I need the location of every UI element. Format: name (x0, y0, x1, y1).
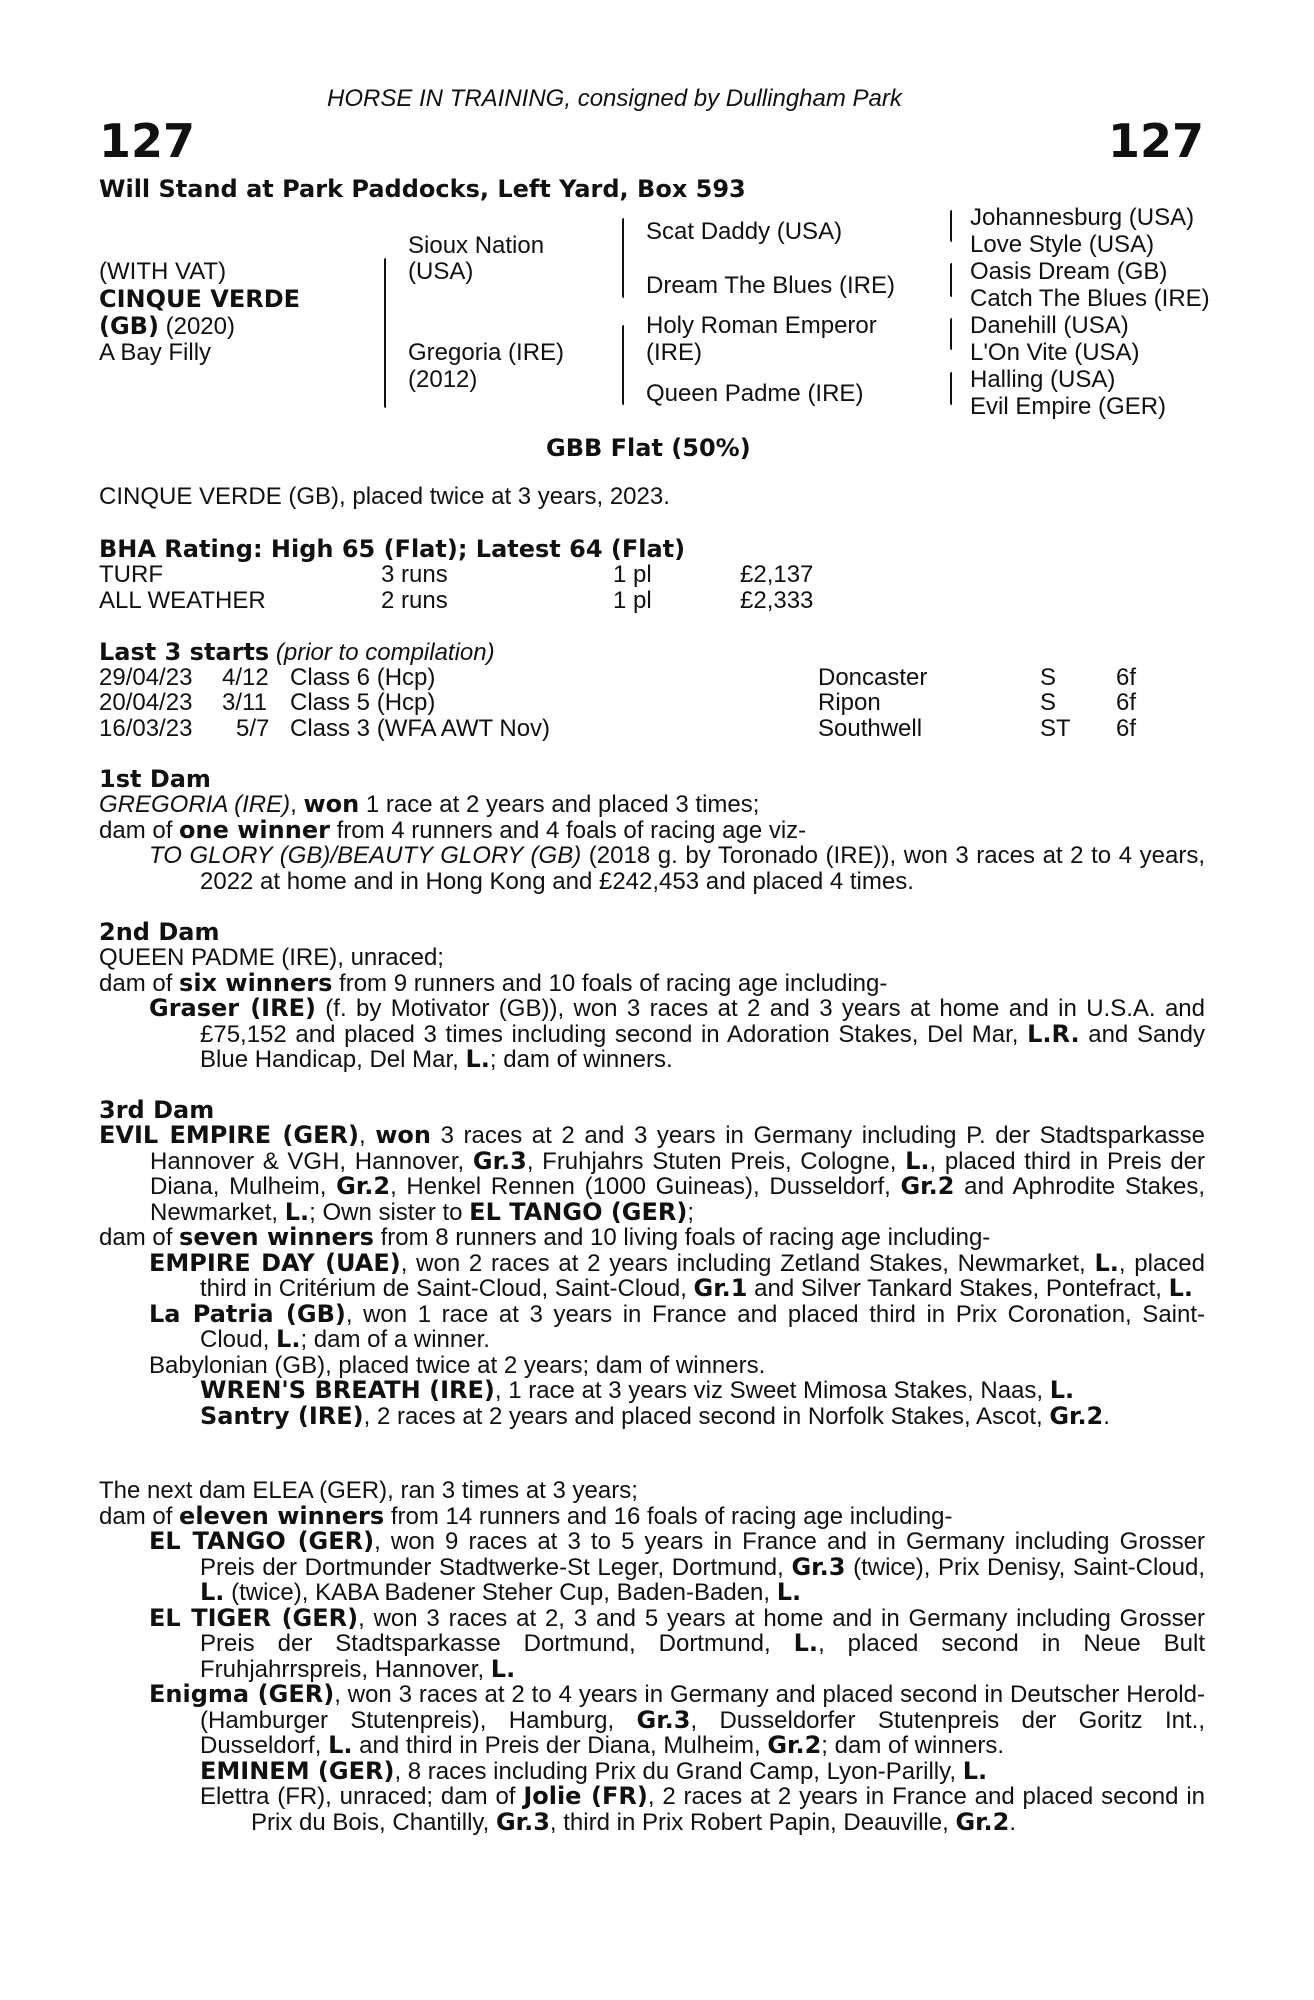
start-date: 29/04/23 (99, 664, 193, 691)
horse-country: (GB) (99, 312, 159, 340)
next-dam-produce-line: dam of eleven winners from 14 runners and 16 foals of racing age including- (99, 1501, 953, 1530)
start-distance: 6f (1116, 664, 1137, 691)
grandsire-5: Danehill (USA) (970, 312, 1129, 339)
second-dam-section (99, 919, 1205, 1073)
horse-year: (2020) (165, 313, 235, 340)
third-dam-section (99, 1097, 1205, 1429)
start-going: ST (1040, 715, 1071, 742)
second-dam-heading: 2nd Dam (99, 918, 220, 946)
start-row (0, 716, 1314, 742)
first-dam-section (99, 766, 1205, 894)
pedigree-brace-dam (622, 325, 624, 405)
second-dam-produce-line: dam of six winners from 9 runners and 10 foals of racing age including- (99, 968, 888, 997)
start-date: 16/03/23 (99, 715, 193, 742)
grandsire-3: Oasis Dream (GB) (970, 258, 1168, 285)
granddam-6: L'On Vite (USA) (970, 339, 1140, 366)
rating-placed: 1 pl (613, 587, 652, 614)
first-dam-produce-line: dam of one winner from 4 runners and 4 foals of racing age viz- (99, 815, 807, 844)
third-dam-heading: 3rd Dam (99, 1096, 215, 1124)
rating-earnings: £2,137 (740, 561, 814, 588)
third-dam-grandprogeny-2: Santry (IRE), 2 races at 2 years and placed second in Norfolk Stakes, Ascot, Gr.2. (200, 1401, 1110, 1430)
horse-description: A Bay Filly (99, 339, 212, 366)
next-dam-progeny-2: EL TIGER (GER), won 3 races at 2, 3 and 5 years at home and in Germany including Grosser Preis der Stadtsparkasse Dortmund, Dortmund, L., placed second in Neue Bult Fruhjahrrspreis, Hannover, L. (149, 1603, 1206, 1683)
horse-country-year (99, 313, 235, 340)
third-dam-produce-line: dam of seven winners from 8 runners and 10 living foals of racing age including- (99, 1223, 991, 1251)
start-date: 20/04/23 (99, 689, 193, 716)
stable-location: Will Stand at Park Paddocks, Left Yard, Box 593 (99, 175, 746, 203)
race-summary: CINQUE VERDE (GB), placed twice at 3 years, 2023. (99, 483, 670, 510)
start-going: S (1040, 689, 1057, 716)
start-course: Ripon (818, 689, 881, 716)
granddam-2: Love Style (USA) (970, 231, 1155, 258)
last-starts-heading (99, 639, 495, 666)
third-dam-grandprogeny-1: WREN'S BREATH (IRE), 1 race at 3 years viz Sweet Mimosa Stakes, Naas, L. (200, 1376, 1075, 1404)
first-dam-progeny: TO GLORY (GB)/BEAUTY GLORY (GB) (2018 g. by Toronado (IRE)), won 3 races at 2 to 4 years, 2022 at home and in Hong Kong and £242,453 and placed 4 times. (149, 842, 1206, 895)
rating-surface: ALL WEATHER (99, 587, 266, 614)
start-class: Class 5 (Hcp) (290, 689, 436, 716)
third-dam-progeny-3: Babylonian (GB), placed twice at 2 years; dam of winners. (149, 1351, 766, 1379)
grandsire-7: Halling (USA) (970, 366, 1116, 393)
next-dam-progeny-3: Enigma (GER), won 3 races at 2 to 4 years in Germany and placed second in Deutscher Herold-(Hamburger Stutenpreis), Hamburg, Gr.3, Dusseldorfer Stutenpreis der Goritz Int., Dusseldorf, L. and third in Preis der Diana, Mulheim, Gr.2; dam of winners. (149, 1680, 1206, 1759)
rating-placed: 1 pl (613, 561, 652, 588)
lot-number-right: 127 (1107, 114, 1204, 168)
last-starts-title: Last 3 starts (99, 638, 270, 666)
horse-name: CINQUE VERDE (99, 285, 301, 313)
start-position: 4/12 (222, 664, 269, 691)
next-dam-grandprogeny-1: EMINEM (GER), 8 races including Prix du Grand Camp, Lyon-Parilly, L. (200, 1756, 988, 1785)
start-class: Class 6 (Hcp) (290, 664, 436, 691)
pedigree-brace-main (384, 258, 386, 408)
granddam-8: Evil Empire (GER) (970, 393, 1167, 420)
consignment-line: HORSE IN TRAINING, consigned by Dullingham Park (327, 85, 902, 112)
third-dam-progeny-1: EMPIRE DAY (UAE), won 2 races at 2 years including Zetland Stakes, Newmarket, L., placed third in Critérium de Saint-Cloud, Saint-Cloud, Gr.1 and Silver Tankard Stakes, Pontefract, L. (149, 1248, 1205, 1302)
third-dam-record: EVIL EMPIRE (GER), won 3 races at 2 and 3 years in Germany including P. der Stadtsparkasse Hannover & VGH, Hannover, Gr.3, Fruhjahrs Stuten Preis, Cologne, L., placed third in Preis der Diana, Mulheim, Gr.2, Henkel Rennen (1000 Guineas), Dusseldorf, Gr.2 and Aphrodite Stakes, Newmarket, L.; Own sister to EL TANGO (GER); (99, 1121, 1206, 1226)
dam-sire-line2: (IRE) (646, 339, 702, 366)
pedigree-brace-g56 (950, 318, 952, 350)
next-dam-progeny-1: EL TANGO (GER), won 9 races at 3 to 5 years in France and in Germany including Grosser Preis der Dortmunder Stadtwerke-St Leger, Dortmund, Gr.3 (twice), Prix Denisy, Saint-Cloud, L. (twice), KABA Badener Steher Cup, Baden-Baden, L. (149, 1527, 1205, 1606)
gbb-flat: GBB Flat (50%) (546, 434, 751, 462)
sire-name: Sioux Nation (408, 232, 545, 259)
start-distance: 6f (1116, 689, 1137, 716)
pedigree-brace-g34 (950, 263, 952, 297)
rating-runs: 2 runs (381, 587, 448, 614)
second-dam-line: QUEEN PADME (IRE), unraced; (99, 944, 444, 971)
start-position: 3/11 (222, 689, 267, 716)
next-dam-section (99, 1478, 1205, 1835)
start-row (0, 665, 1314, 691)
start-distance: 6f (1116, 715, 1137, 742)
dam-sire-line1: Holy Roman Emperor (646, 312, 877, 339)
next-dam-grandprogeny-2: Elettra (FR), unraced; dam of Jolie (FR), 2 races at 2 years in France and placed second in Prix du Bois, Chantilly, Gr.3, third in Prix Robert Papin, Deauville, Gr.2. (200, 1782, 1206, 1836)
start-row (0, 690, 1314, 716)
rating-row (0, 588, 1314, 614)
third-dam-progeny-2: La Patria (GB), won 1 race at 3 years in France and placed third in Prix Coronation, Saint-Cloud, L.; dam of a winner. (149, 1299, 1206, 1353)
start-position: 5/7 (236, 715, 270, 742)
dam-name: Gregoria (IRE) (408, 339, 565, 366)
start-class: Class 3 (WFA AWT Nov) (290, 715, 551, 742)
sire-dam: Dream The Blues (IRE) (646, 272, 895, 299)
first-dam-heading: 1st Dam (99, 765, 211, 793)
bha-rating: BHA Rating: High 65 (Flat); Latest 64 (Flat) (99, 535, 686, 563)
rating-earnings: £2,333 (740, 587, 814, 614)
start-course: Doncaster (818, 664, 928, 691)
pedigree-brace-g78 (950, 372, 952, 405)
next-dam-line: The next dam ELEA (GER), ran 3 times at 3 years; (99, 1477, 638, 1504)
grandsire-1: Johannesburg (USA) (970, 204, 1195, 231)
last-starts-note: (prior to compilation) (275, 639, 495, 666)
pedigree-brace-sire (622, 218, 624, 298)
rating-runs: 3 runs (381, 561, 448, 588)
sire-country: (USA) (408, 258, 474, 285)
first-dam-line: GREGORIA (IRE), won 1 race at 2 years and placed 3 times; (99, 790, 760, 818)
start-course: Southwell (818, 715, 923, 742)
start-going: S (1040, 664, 1057, 691)
dam-year: (2012) (408, 366, 478, 393)
rating-row (0, 562, 1314, 588)
second-dam-progeny: Graser (IRE) (f. by Motivator (GB)), won 3 races at 2 and 3 years at home and in U.S.A. and £75,152 and placed 3 times including second in Adoration Stakes, Del Mar, L.R. and Sandy Blue Handicap, Del Mar, L.; dam of winners. (149, 994, 1205, 1073)
dam-dam: Queen Padme (IRE) (646, 380, 864, 407)
sire-sire: Scat Daddy (USA) (646, 218, 843, 245)
rating-surface: TURF (99, 561, 163, 588)
granddam-4: Catch The Blues (IRE) (970, 285, 1210, 312)
vat-note: (WITH VAT) (99, 258, 227, 285)
lot-number-left: 127 (99, 114, 196, 168)
pedigree-brace-g12 (950, 210, 952, 242)
